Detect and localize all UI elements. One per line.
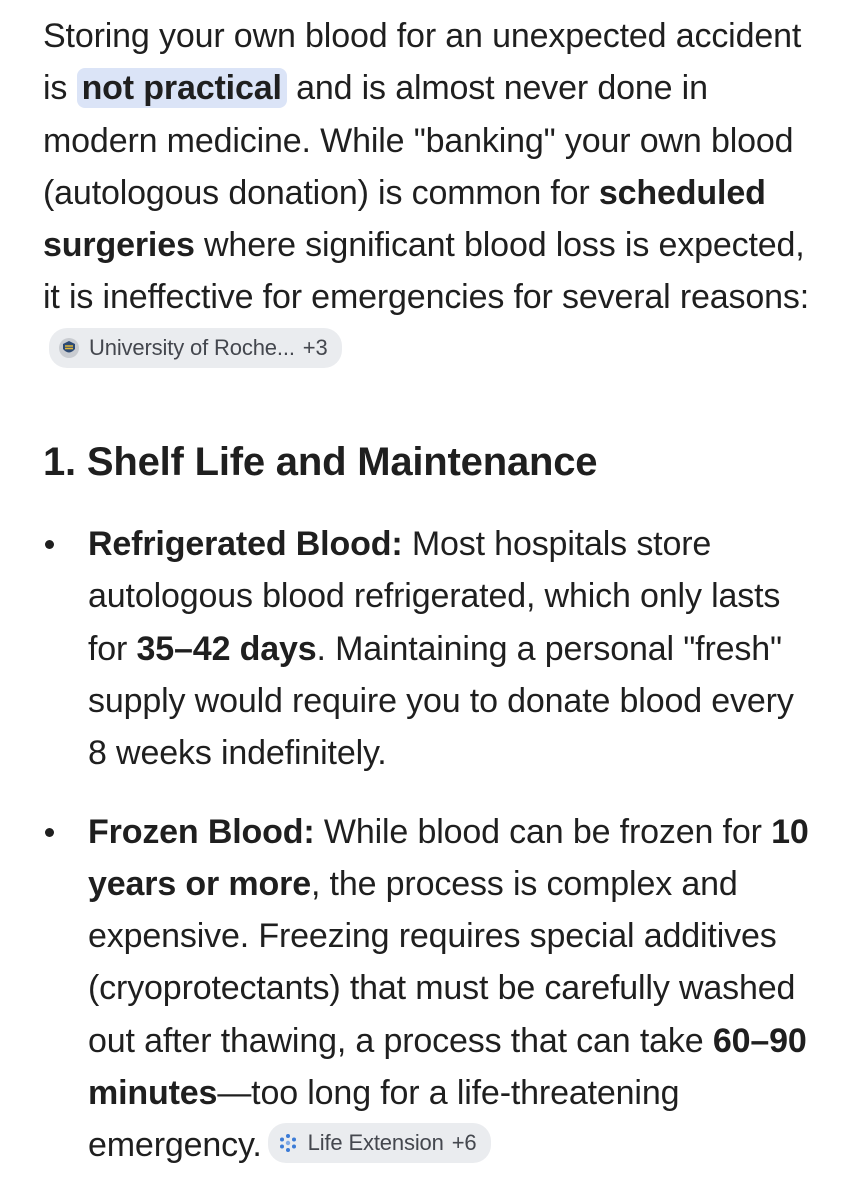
intro-text-3: where significant blood loss is expected, it is ineffective for emergencies for several reasons: (43, 226, 810, 317)
intro-text-1: Storing your own blood for an unexpected accident is (43, 17, 802, 108)
citation-label: Life Extension (307, 1130, 444, 1156)
bullet-bold: 60–90 minutes (88, 1021, 807, 1113)
intro-bold-phrase: scheduled surgeries (43, 173, 766, 265)
bullet-text: While blood can be frozen for (323, 812, 762, 851)
bullet-text: Most hospitals store autologous blood refrigerated, which only lasts for (88, 525, 781, 668)
bullet-bold: 35–42 days (136, 629, 317, 668)
bullet-term: Refrigerated Blood: (88, 525, 403, 564)
bullet-dot (45, 540, 54, 549)
citation-chip-university[interactable] (49, 328, 342, 368)
life-extension-logo-icon (276, 1131, 300, 1155)
bullet-list (43, 518, 818, 1172)
highlighted-phrase: not practical (77, 68, 287, 108)
bullet-text: , the process is complex and expensive. Freezing requires special additives (cryoprotectants) that must be carefully washed out after thawing, a process that can take (88, 864, 796, 1060)
bullet-bold: 10 years or more (88, 812, 809, 903)
section-heading: 1. Shelf Life and Maintenance (43, 440, 598, 485)
university-seal-icon (57, 336, 81, 360)
citation-chip-life-extension[interactable] (268, 1123, 491, 1163)
bullet-dot (45, 828, 54, 837)
citation-label: University of Roche... (89, 334, 295, 360)
intro-text-2: and is almost never done in modern medicine. While "banking" your own blood (autologous donation) is common for (43, 69, 794, 212)
bullet-term: Frozen Blood: (88, 812, 315, 851)
intro-paragraph (43, 10, 818, 376)
list-item (43, 518, 818, 779)
bullet-text: . Maintaining a personal "fresh" supply would require you to donate blood every 8 weeks indefinitely. (88, 629, 794, 773)
bullet-text: —too long for a life-threatening emergency. (88, 1074, 680, 1165)
list-item (43, 806, 818, 1172)
citation-more-count: +6 (451, 1130, 477, 1156)
citation-more-count: +3 (302, 334, 328, 360)
